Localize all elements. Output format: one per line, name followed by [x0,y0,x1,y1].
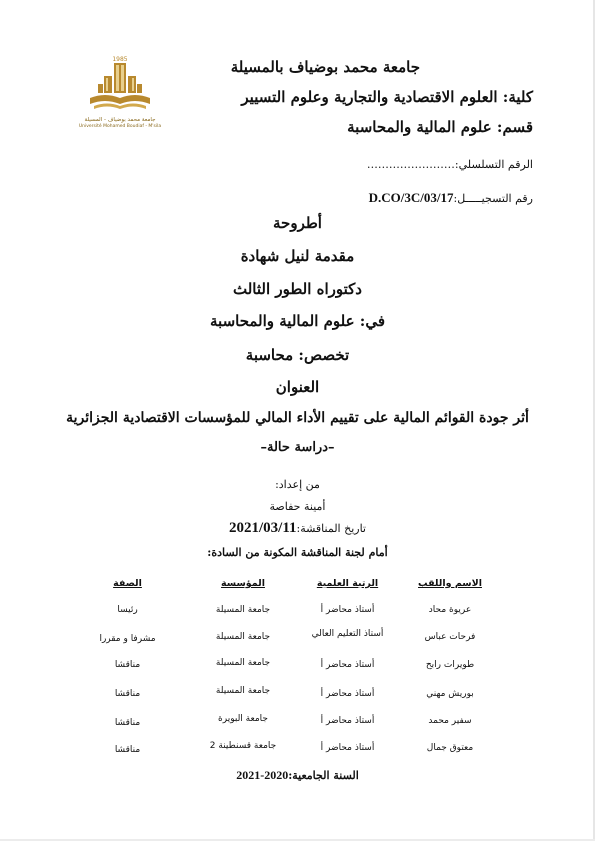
faculty-name: كلية: العلوم الاقتصادية والتجارية وعلوم التسيير [241,88,533,106]
jury-institution: جامعة قسنطينة 2 [209,741,277,751]
author-name: أمينة حفاصة [269,500,326,513]
jury-role: رئيسا [117,605,138,615]
academic-year-label: السنة الجامعية: [288,769,359,782]
jury-rank: أستاذ محاضر أ [320,689,375,699]
col-header-institution: المؤسسة [221,578,265,589]
jury-institution: جامعة البويرة [218,714,268,724]
serial-number [367,158,533,171]
logo-caption-arabic: جامعة محمد بوضياف - المسيلة [84,117,156,123]
col-header-role: الصفة [113,578,142,589]
thesis-type: أطروحة [273,214,322,232]
jury-role: مناقشا [114,660,141,670]
serial-label: الرقم التسلسلي: [454,158,533,171]
title-label: العنوان [275,378,320,396]
academic-year-value: 2020-2021 [236,768,289,782]
jury-name: بوريش مهني [426,689,474,699]
jury-institution: جامعة المسيلة [215,605,271,615]
registration-number [369,190,533,206]
author-label: من إعداد: [275,478,320,491]
jury-rank: أستاذ محاضر أ [320,605,375,615]
registration-label: رقم التسجيـــــل: [453,192,533,205]
degree-line-1: مقدمة لنيل شهادة [240,247,355,265]
logo-caption-french: Université Mohamed Boudiaf - M'sila [78,124,162,129]
serial-placeholder: …………………… [366,158,455,171]
thesis-title: أثر جودة القوائم المالية على تقييم الأداء المالي للمؤسسات الاقتصادية الجزائرية [66,410,529,426]
jury-role: مشرفا و مقررا [99,634,156,644]
field: في: علوم المالية والمحاسبة [210,312,385,330]
defense-date-value: 2021/03/11 [228,520,297,536]
degree-line-2: دكتوراه الطور الثالث [233,280,362,298]
jury-institution: جامعة المسيلة [215,632,271,642]
jury-name: سفير محمد [428,716,472,726]
jury-name: معتوق جمال [426,743,474,753]
col-header-name: الاسم واللقب [418,578,482,589]
svg-text:1985: 1985 [112,56,128,63]
defense-date [0,520,595,537]
academic-year [0,768,595,783]
jury-role: مناقشا [114,745,141,755]
jury-role: مناقشا [114,689,141,699]
university-name: جامعة محمد بوضياف بالمسيلة [230,58,420,76]
jury-label: أمام لجنة المناقشة المكونة من السادة: [207,546,388,559]
department-name: قسم: علوم المالية والمحاسبة [347,118,533,136]
jury-name: طويرات رابح [425,660,475,670]
jury-institution: جامعة المسيلة [215,686,271,696]
jury-rank: أستاذ محاضر أ [320,743,375,753]
jury-name: عريوة محاد [428,605,472,615]
jury-rank: أستاذ محاضر أ [320,716,375,726]
registration-code: D.CO/3C/03/17 [368,190,454,205]
col-header-rank: الرتبة العلمية [316,578,379,589]
jury-role: مناقشا [114,718,141,728]
university-logo [80,54,160,120]
jury-rank: أستاذ محاضر أ [320,660,375,670]
specialty: تخصص: محاسبة [245,346,350,364]
thesis-subtitle: –دراسة حالة– [260,440,335,455]
jury-institution: جامعة المسيلة [215,658,271,668]
jury-name: فرحات عباس [424,632,476,642]
jury-rank: أستاذ التعليم العالي [311,629,384,639]
defense-label: تاريخ المناقشة: [296,522,366,535]
